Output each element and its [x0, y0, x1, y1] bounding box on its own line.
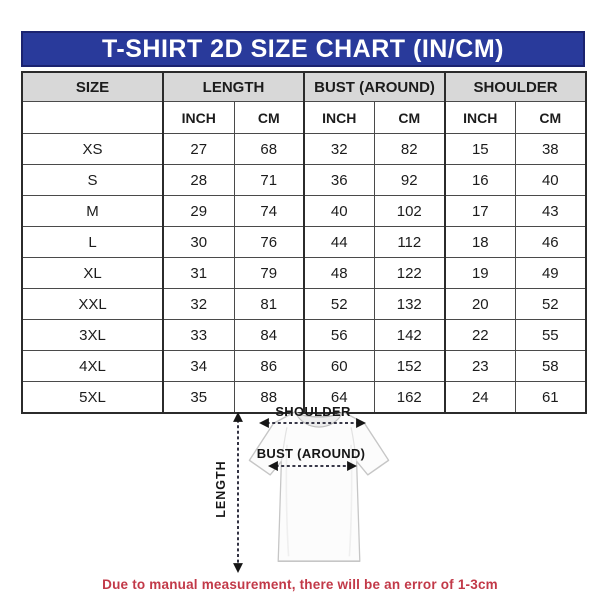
value-cell: 61 — [515, 382, 586, 414]
table-row — [22, 289, 586, 320]
table-row — [22, 320, 586, 351]
blank-cell — [22, 102, 163, 134]
value-cell: 81 — [234, 289, 304, 320]
value-cell: 132 — [374, 289, 445, 320]
size-cell: S — [22, 165, 163, 196]
value-cell: 15 — [445, 134, 515, 165]
value-cell: 22 — [445, 320, 515, 351]
value-cell: 52 — [304, 289, 374, 320]
value-cell: 23 — [445, 351, 515, 382]
value-cell: 38 — [515, 134, 586, 165]
value-cell: 86 — [234, 351, 304, 382]
value-cell: 152 — [374, 351, 445, 382]
table-row — [22, 134, 586, 165]
tshirt-shape — [249, 412, 388, 561]
subheader-length-cm: CM — [234, 102, 304, 134]
group-header-row — [22, 72, 586, 102]
table-row — [22, 258, 586, 289]
size-cell: XL — [22, 258, 163, 289]
shoulder-label: SHOULDER — [275, 404, 351, 419]
value-cell: 82 — [374, 134, 445, 165]
subheader-bust-cm: CM — [374, 102, 445, 134]
value-cell: 52 — [515, 289, 586, 320]
value-cell: 46 — [515, 227, 586, 258]
value-cell: 102 — [374, 196, 445, 227]
value-cell: 55 — [515, 320, 586, 351]
table-row — [22, 165, 586, 196]
value-cell: 40 — [304, 196, 374, 227]
value-cell: 122 — [374, 258, 445, 289]
value-cell: 34 — [163, 351, 234, 382]
size-cell: XS — [22, 134, 163, 165]
value-cell: 32 — [163, 289, 234, 320]
value-cell: 142 — [374, 320, 445, 351]
page-title: T-SHIRT 2D SIZE CHART (IN/CM) — [102, 34, 504, 63]
value-cell: 48 — [304, 258, 374, 289]
value-cell: 58 — [515, 351, 586, 382]
value-cell: 76 — [234, 227, 304, 258]
size-cell: 5XL — [22, 382, 163, 414]
value-cell: 32 — [304, 134, 374, 165]
value-cell: 74 — [234, 196, 304, 227]
value-cell: 64 — [304, 382, 374, 414]
value-cell: 56 — [304, 320, 374, 351]
value-cell: 162 — [374, 382, 445, 414]
value-cell: 71 — [234, 165, 304, 196]
subheader-bust-inch: INCH — [304, 102, 374, 134]
value-cell: 36 — [304, 165, 374, 196]
value-cell: 60 — [304, 351, 374, 382]
value-cell: 79 — [234, 258, 304, 289]
length-label: LENGTH — [214, 460, 228, 518]
value-cell: 40 — [515, 165, 586, 196]
size-cell: XXL — [22, 289, 163, 320]
measurement-note: Due to manual measurement, there will be an error of 1-3cm — [102, 577, 498, 592]
subheader-shoulder-cm: CM — [515, 102, 586, 134]
subheader-length-inch: INCH — [163, 102, 234, 134]
size-cell: 4XL — [22, 351, 163, 382]
value-cell: 20 — [445, 289, 515, 320]
value-cell: 18 — [445, 227, 515, 258]
table-row — [22, 351, 586, 382]
tshirt-diagram-graphic — [195, 400, 435, 578]
value-cell: 43 — [515, 196, 586, 227]
value-cell: 28 — [163, 165, 234, 196]
value-cell: 16 — [445, 165, 515, 196]
value-cell: 24 — [445, 382, 515, 414]
header-size: SIZE — [22, 72, 163, 102]
bust-label: BUST (AROUND) — [256, 446, 366, 461]
subheader-shoulder-inch: INCH — [445, 102, 515, 134]
value-cell: 29 — [163, 196, 234, 227]
value-cell: 31 — [163, 258, 234, 289]
value-cell: 33 — [163, 320, 234, 351]
value-cell: 68 — [234, 134, 304, 165]
title-bar — [21, 31, 585, 67]
value-cell: 92 — [374, 165, 445, 196]
size-cell: L — [22, 227, 163, 258]
value-cell: 27 — [163, 134, 234, 165]
value-cell: 44 — [304, 227, 374, 258]
size-cell: 3XL — [22, 320, 163, 351]
value-cell: 84 — [234, 320, 304, 351]
value-cell: 112 — [374, 227, 445, 258]
value-cell: 49 — [515, 258, 586, 289]
value-cell: 30 — [163, 227, 234, 258]
size-chart-table — [21, 71, 587, 414]
header-bust: BUST (AROUND) — [304, 72, 445, 102]
table-row — [22, 227, 586, 258]
value-cell: 35 — [163, 382, 234, 414]
value-cell: 88 — [234, 382, 304, 414]
value-cell: 17 — [445, 196, 515, 227]
value-cell: 19 — [445, 258, 515, 289]
table-row — [22, 196, 586, 227]
size-cell: M — [22, 196, 163, 227]
header-length: LENGTH — [163, 72, 304, 102]
sub-header-row — [22, 102, 586, 134]
header-shoulder: SHOULDER — [445, 72, 586, 102]
